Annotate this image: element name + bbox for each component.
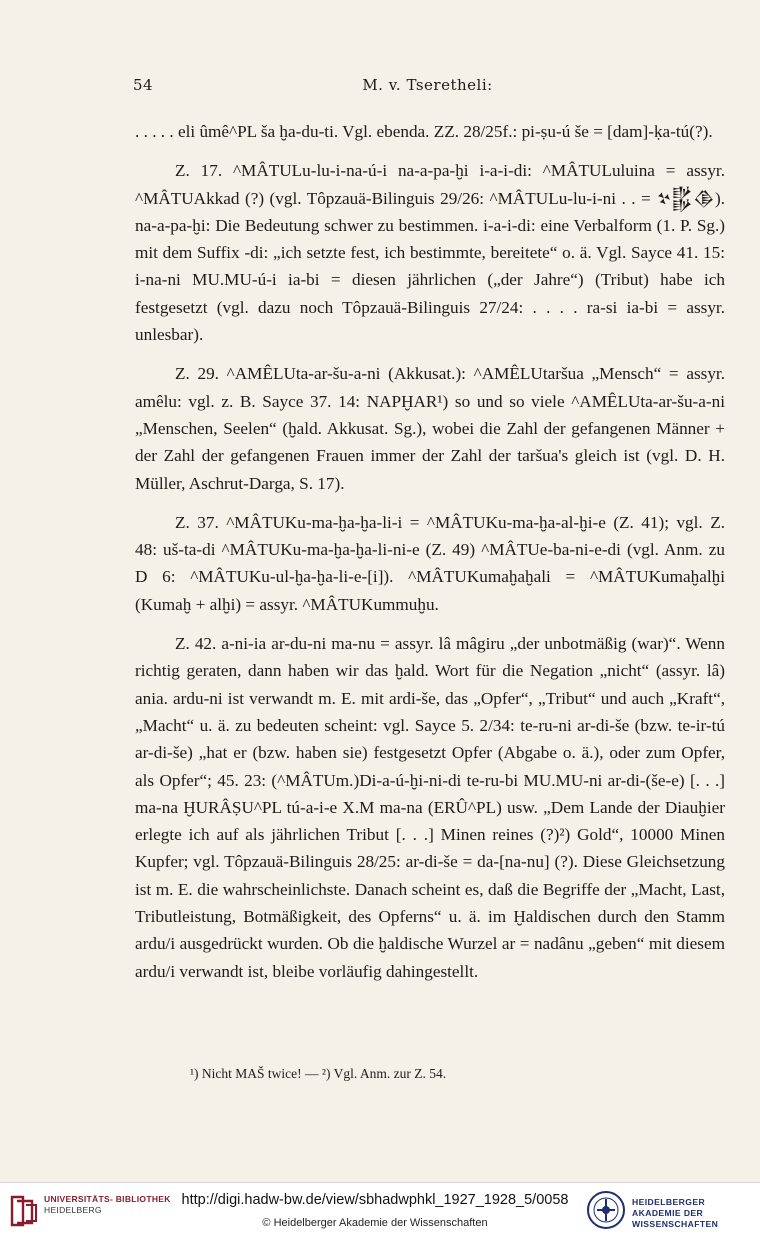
page-number: 54	[133, 76, 154, 94]
body-text	[135, 118, 725, 985]
paragraph-text: Z. 42. a-ni-ia ar-du-ni ma-nu = assyr. lâ mâgiru „der unbotmäßig (war)“. Wenn richtig geraten, dann haben wir das ḫald. Wort für die Negation „nicht“ (assyr. lâ) ania. ardu-ni ist verwandt m. E. mit ardi-še, das „Opfer“, „Tribut“ und auch „Kraft“, „Macht“ u. ä. zu bedeuten scheint: vgl. Sayce 5. 2/34: te-ru-ni ar-di-še (bzw. te-ir-tú ar-di-še) „hat er (bzw. haben sie) festgesetzt Opfer (Abgabe o. ä.), oder zum Opfer, als Opfer“; 45. 23: (^MÂTUm.)Di-a-ú-ḫi-ni-di te-ru-bi MU.MU-ni ar-di-(še-e) [. . .] ma-na ḪURÂṢU^PL tú-a-i-e X.M ma-na (ERÛ^PL) usw. „Dem Lande der Diauḫier erlegte ich auf als jährlichen Tribut [. . .] Minen reines (?)²) Gold“, 10000 Minen Kupfer; vgl. Tôpzauä-Bilinguis 28/25: ar-di-še = da-[na-nu] (?). Diese Gleichsetzung ist m. E. die wahrscheinlichste. Danach scheint es, daß die Begriffe der „Macht, Last, Tributleistung, Botmäßigkeit, des Opferns“ u. ä. im Ḫaldischen durch den Stamm ardu/i ausgedrückt wurden. Ob die ḫaldische Wurzel ar = nadânu „geben“ mit diesem ardu/i verwandt ist, bleibe vorläufig dahingestellt.	[135, 634, 725, 981]
paragraph-z29	[135, 360, 725, 496]
permalink[interactable]: http://digi.hadw-bw.de/view/sbhadwphkl_1927_1928_5/0058	[181, 1192, 569, 1208]
paragraph-text: . . . . . eli ûmê^PL ša ḫa-du-ti. Vgl. ebenda. ZZ. 28/25f.: pi-ṣu-ú še = [dam]-ḳa-tú(?).	[135, 122, 713, 141]
copyright-notice: © Heidelberger Akademie der Wissenschaften	[262, 1217, 488, 1229]
academy-name: HEIDELBERGER AKADEMIE DER WISSENSCHAFTEN	[632, 1197, 719, 1229]
paragraph-text: Z. 37. ^MÂTUKu-ma-ḫa-ḫa-li-i = ^MÂTUKu-ma-ḫa-al-ḫi-e (Z. 41); vgl. Z. 48: uš-ta-di ^MÂTUKu-ma-ḫa-ḫa-li-ni-e (Z. 49) ^MÂTUe-ba-ni-e-di (vgl. Anm. zu D 6: ^MÂTUKu-ul-ḫa-ḫa-li-e-[i]). ^MÂTUKumaḫaḫali = ^MÂTUKumaḫalḫi (Kumaḫ + alḫi) = assyr. ^MÂTUKummuḫu.	[135, 512, 725, 614]
academy-seal-logo	[586, 1190, 626, 1230]
footnotes: ¹) Nicht MAŠ twice! — ²) Vgl. Anm. zur Z. 54.	[190, 1066, 447, 1081]
paragraph-text: Z. 17. ^MÂTULu-lu-i-na-ú-i na-a-pa-ḫi i-a-i-di: ^MÂTULuluina = assyr. ^MÂTUAkkad (?) (vgl. Tôpzauä-Bilinguis 29/26: ^MÂTULu-lu-i-ni . . = 𒆳𒌵𒆠). na-a-pa-ḫi: Die Bedeutung schwer zu bestimmen. i-a-i-di: eine Verbalform (1. P. Sg.) mit dem Suffix -di: „ich setzte fest, ich bestimmte, bereitete“ o. ä. Vgl. Sayce 41. 15: i-na-ni MU.MU-ú-i ia-bi = diesen jährlichen („der Jahre“) (Tribut) habe ich festgesetzt (vgl. dazu noch Tôpzauä-Bilinguis 27/24: . . . . ra-si ia-bi = assyr. unlesbar).	[135, 161, 725, 345]
paragraph-z37	[135, 509, 725, 618]
paragraph-text: Z. 29. ^AMÊLUta-ar-šu-a-ni (Akkusat.): ^AMÊLUtaršua „Mensch“ = assyr. amêlu: vgl. z. B. Sayce 37. 14: NAPḪAR¹) so und so viele ^AMÊLUta-ar-šu-a-ni „Menschen, Seelen“ (ḫald. Akkusat. Sg.), wobei die Zahl der gefangenen Männer + der Zahl der gefangenen Frauen immer der Zahl der taršua's gleich ist (vgl. D. H. Müller, Aschrut-Darga, S. 17).	[135, 364, 725, 493]
running-header	[133, 76, 722, 98]
paragraph-continuation	[135, 118, 725, 145]
library-name-text: UNIVERSITÄTS- BIBLIOTHEK	[44, 1194, 171, 1204]
library-city: HEIDELBERG	[44, 1204, 102, 1215]
running-title: M. v. Tseretheli:	[362, 76, 493, 94]
paragraph-z42	[135, 630, 725, 985]
university-library-logo	[8, 1193, 38, 1229]
viewer-footer	[0, 1182, 760, 1238]
paragraph-z17	[135, 157, 725, 348]
